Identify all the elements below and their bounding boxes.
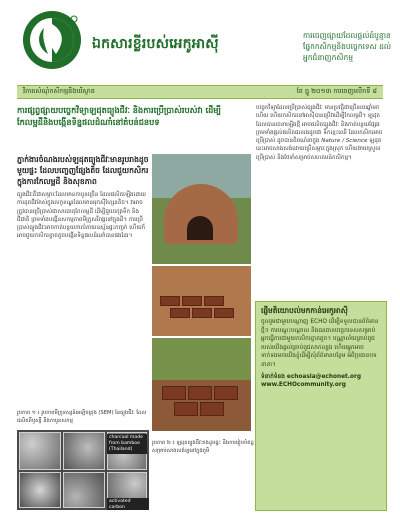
left-body-text: ធ្យូងជីវៈគឺជាសម្ភារៈដែលមានកាបូនច្រើន ដែលផលិតឡើងដោយការដុតជីវម៉ាស់ក្នុងលក្ខខណ្ឌដែលមានអុកស៊ីហ្សែនតិច។ វាអាចត្រូវបានប្រើប្រាស់ជាសារធាតុកែលម្អដី ដើម្បីជួយរក្សាទឹក និងជីជាតិ ព្រមទាំងបង្កើនសកម្មភាពមីក្រូសរីរាង្គនៅក្នុងដី។ ការប្រើប្រាស់ធ្យូងជីវៈអាចកាត់បន្ថយការបំភាយឧស្ម័នផ្ទះកញ្ចក់ ហើយក៏អាចជួយកសិករខ្នាតតូចបង្កើនទិន្នផលដំណាំបានផងដែរ។ [17,192,146,240]
journal-name: Nature / Science [321,138,368,145]
page-tagline: ការចេញផ្សាយដែលផ្ដល់ដំបូន្មានផ្នែកកសិកម្មនិងបច្ចេកទេស ដល់អ្នកជំនាញកសិកម្ម [303,31,392,62]
issue-bar [17,85,383,99]
brick [192,308,212,318]
brick-stack-photo [152,338,251,431]
contact-box [255,301,387,511]
sem-image-panel [17,430,149,510]
right-body-text-1: បច្ចេកវិទ្យាដែលប្រើប្រាស់ធ្យូងជីវៈ មានប្រវត្តិជាច្រើនរយឆ្នាំមកហើយ ហើយកសិករនៅអាស៊ីបានប្រើវាដើម្បីកែលម្អដី។ ឡដុតដែលបានរចនាឡើងថ្មី អាចផលិតធ្យូងជីវៈ និងកាត់បន្ថយផ្សែង ព្រមទាំងផ្តល់ផលិតផលរងដូចជា ទឹកខ្មេះឈើ ដែលកសិករអាចប្រើប្រាស់ ដូចបានពិពណ៌នាក្នុង [256,105,383,145]
contact-website-link[interactable]: www.ECHOcommunity.org [261,382,346,389]
sem-image-1 [19,432,61,470]
photo-caption: រូបភាព ២ ៖ ឡដុតធ្យូងជីវៈរាងដូចផ្ទះ និងការរៀបចំឥដ្ឋ សម្រាប់សាងសង់ឡនៅក្នុងភូមិ [152,440,254,454]
brick [170,308,190,318]
sem-label-activated-carbon: activated carbon [107,498,149,510]
brick [174,402,198,416]
page-title: ឯកសារខ្លីរបស់អេកូអាស៊ី [92,36,219,52]
lead-paragraph: ភ្នាក់ងារចំណងរបស់ឡដុតធ្យូងជីវៈមានរូបរាងដូចមួយផ្ទះ ដែលបញ្ចេញផ្សែងតិច ដែលជួយកសិករក្នុងការកែលម្អដី និងសុខភាព [17,155,149,186]
sem-label-charcoal: charcoal made from bamboo (Thailand) [107,434,147,454]
sem-image-5 [63,472,105,508]
echo-logo [22,10,82,70]
issue-category: វិភាគសំណុំកសិកម្មនិងបរិស្ថាន [23,87,95,95]
brick [200,402,224,416]
sem-image-2 [63,432,105,470]
contact-title: ផ្ញើមតិយោបល់មកកាន់អេកូអាស៊ី [261,306,348,315]
issue-date: ខែ ធ្នូ ២០១៣ ការចេញលើកទី ៨ [296,87,377,95]
sem-caption: រូបភាព ១ ៖ រូបភាពមីក្រូទស្សន៍អេឡិចត្រុង (SEM) នៃធ្យូងជីវៈ ដែលផលិតពីឫស្សី និងកាបូនសកម្ម [17,410,147,424]
right-body-text-2: ឡដុតនេះអាចសាងសង់ដោយប្រើសម្ភារៈក្នុងស្រុក ហើយងាយស្រួលប្រើប្រាស់ និងថែទាំសម្រាប់សហគមន៍កសិកម្ម។ [256,138,382,161]
brick [188,386,212,400]
kiln-photo [152,154,251,264]
brick [204,296,224,306]
article-headline: ការផ្សព្វផ្សាយបច្ចេកវិទ្យាឡដុតធ្យូងជីវៈ និងការប្រើប្រាស់របស់វា ដើម្បីកែលម្អដីនិងបង្កើនទិន្នផលដំណាំនៅតំបន់ជនបទ [17,105,221,127]
contact-body: ចូលរួមជាមួយបណ្ដាញ ECHO ដើម្បីទទួលបានព័ត៌មានថ្មីៗ ការបណ្ដុះបណ្ដាល និងធនធានបច្ចេកទេសសម្រាប់អ្នកធ្វើការជាមួយកសិករខ្នាតតូច។ បណ្ណាល័យគ្រាប់ពូជរបស់យើងផ្តល់គ្រាប់ពូជសាកល្បង ហើយអ្នកអាចទាក់ទងមកយើងខ្ញុំដើម្បីសុំព័ត៌មានបន្ថែម អំពីប្រធានបទនានា។ [261,319,379,368]
brick [182,296,202,306]
brick-kiln-photo [152,266,251,336]
brick [160,296,180,306]
contact-email[interactable]: ទំនាក់ទំនង echoasia@echonet.org [261,373,361,380]
page-header [0,0,400,82]
brick [162,386,186,400]
kiln-opening [187,216,213,240]
brick [214,386,238,400]
sem-image-4 [19,472,61,508]
right-column [256,104,386,162]
left-column [17,154,149,241]
brick [214,308,234,318]
